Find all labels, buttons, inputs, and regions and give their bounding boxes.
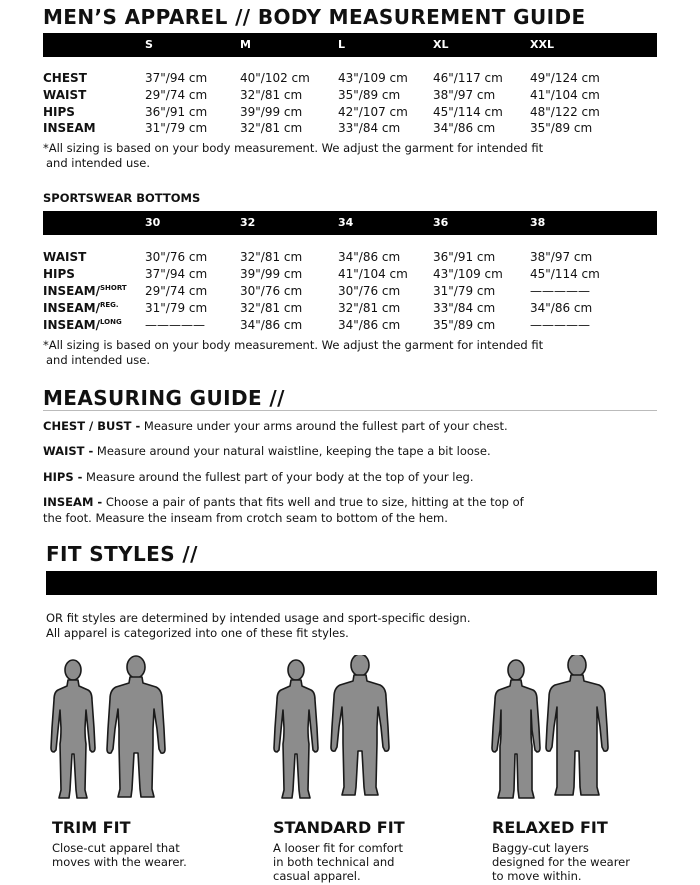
table-cell: 45"/114 cm — [530, 267, 600, 281]
sizing-note-line: *All sizing is based on your body measurement. We adjust the garment for intended fit — [43, 338, 544, 352]
table-cell: 32"/81 cm — [240, 250, 303, 264]
page-title: MEN’S APPAREL // BODY MEASUREMENT GUIDE — [43, 5, 586, 29]
table-cell: 30"/76 cm — [338, 284, 401, 298]
table-cell: 43"/109 cm — [338, 71, 408, 85]
table-cell: 39"/99 cm — [240, 105, 303, 119]
table-cell: 33"/84 cm — [338, 121, 401, 135]
size-label: 38 — [530, 216, 546, 229]
fit-desc-line: casual apparel. — [273, 869, 361, 883]
table-cell: ————— — [530, 284, 590, 298]
fit-desc-line: in both technical and — [273, 855, 395, 869]
table-cell: 39"/99 cm — [240, 267, 303, 281]
section-heading: SPORTSWEAR BOTTOMS — [43, 191, 201, 205]
sizing-note-line: *All sizing is based on your body measurement. We adjust the garment for intended fit — [43, 141, 544, 155]
row-label-text: INSEAM/ — [43, 318, 100, 332]
guide-label: HIPS - — [43, 470, 83, 484]
row-label: HIPS — [43, 105, 75, 119]
sizing-note — [43, 338, 543, 368]
guide-hips — [43, 469, 473, 485]
fit-desc-line: to move within. — [492, 869, 582, 883]
table-cell: 43"/109 cm — [433, 267, 503, 281]
table-cell: 48"/122 cm — [530, 105, 600, 119]
relaxed-male-figure — [546, 655, 608, 795]
table-cell: 38"/97 cm — [530, 250, 593, 264]
table-cell: 34"/86 cm — [338, 318, 401, 332]
size-label: L — [338, 38, 346, 51]
bottoms-size-header-bar — [43, 211, 657, 235]
section-heading: MEASURING GUIDE // — [43, 386, 285, 410]
fit-style-standard — [273, 818, 405, 883]
fit-intro — [46, 611, 471, 641]
table-cell: 34"/86 cm — [338, 250, 401, 264]
table-cell: 34"/86 cm — [530, 301, 593, 315]
table-cell: 32"/81 cm — [240, 88, 303, 102]
table-cell: 33"/84 cm — [433, 301, 496, 315]
table-cell: 35"/89 cm — [530, 121, 593, 135]
guide-label: WAIST - — [43, 444, 94, 458]
table-cell: 30"/76 cm — [145, 250, 208, 264]
trim-female-figure — [51, 660, 95, 798]
table-cell: 32"/81 cm — [240, 301, 303, 315]
table-cell: 49"/124 cm — [530, 71, 600, 85]
guide-waist — [43, 443, 491, 459]
fit-title: STANDARD FIT — [273, 818, 405, 837]
fit-desc-line: moves with the wearer. — [52, 855, 187, 869]
standard-male-figure — [331, 655, 389, 795]
row-label — [43, 284, 127, 298]
guide-label: INSEAM - — [43, 495, 103, 509]
table-cell: 36"/91 cm — [145, 105, 208, 119]
table-cell: 41"/104 cm — [530, 88, 600, 102]
fit-intro-line: All apparel is categorized into one of these fit styles. — [46, 626, 349, 640]
table-cell: 36"/91 cm — [433, 250, 496, 264]
fit-header-bar — [46, 571, 657, 595]
guide-label: CHEST / BUST - — [43, 419, 141, 433]
guide-text: Measure around the fullest part of your body at the top of your leg. — [82, 470, 474, 484]
fit-title: RELAXED FIT — [492, 818, 608, 837]
fit-desc-line: Close-cut apparel that — [52, 841, 180, 855]
size-label: XXL — [530, 38, 554, 51]
apparel-size-header-bar — [43, 33, 657, 57]
table-cell: 42"/107 cm — [338, 105, 408, 119]
row-label: CHEST — [43, 71, 87, 85]
fit-intro-line: OR fit styles are determined by intended usage and sport-specific design. — [46, 611, 471, 625]
guide-chest — [43, 418, 508, 434]
row-label — [43, 318, 122, 332]
table-cell: 32"/81 cm — [240, 121, 303, 135]
table-cell: 38"/97 cm — [433, 88, 496, 102]
sizing-note — [43, 141, 543, 171]
fit-desc-line: designed for the wearer — [492, 855, 630, 869]
fit-figures — [40, 655, 680, 805]
table-cell: 34"/86 cm — [433, 121, 496, 135]
fit-style-relaxed — [492, 818, 630, 883]
sizing-note-line: and intended use. — [46, 156, 150, 170]
fit-style-trim — [52, 818, 187, 869]
row-label-text: INSEAM/ — [43, 301, 100, 315]
guide-text: the foot. Measure the inseam from crotch seam to bottom of the hem. — [43, 511, 448, 525]
table-cell: 31"/79 cm — [145, 121, 208, 135]
table-cell: 37"/94 cm — [145, 267, 208, 281]
fit-desc-line: A looser fit for comfort — [273, 841, 403, 855]
row-label-text: INSEAM/ — [43, 284, 100, 298]
guide-text: Choose a pair of pants that fits well and true to size, hitting at the top of — [102, 495, 524, 509]
row-label — [43, 301, 119, 315]
size-label: M — [240, 38, 251, 51]
table-cell: 40"/102 cm — [240, 71, 310, 85]
row-label: INSEAM — [43, 121, 96, 135]
row-label: WAIST — [43, 88, 87, 102]
table-cell: 34"/86 cm — [240, 318, 303, 332]
row-label-suffix: LONG — [99, 318, 122, 326]
fit-desc-line: Baggy-cut layers — [492, 841, 589, 855]
table-cell: 31"/79 cm — [145, 301, 208, 315]
table-cell: 41"/104 cm — [338, 267, 408, 281]
divider — [43, 410, 657, 411]
guide-inseam — [43, 494, 524, 526]
standard-female-figure — [274, 660, 318, 798]
size-label: 32 — [240, 216, 256, 229]
table-cell: 31"/79 cm — [433, 284, 496, 298]
size-label: 30 — [145, 216, 161, 229]
table-cell: ————— — [530, 318, 590, 332]
sizing-note-line: and intended use. — [46, 353, 150, 367]
guide-text: Measure under your arms around the fullest part of your chest. — [140, 419, 508, 433]
trim-male-figure — [107, 656, 165, 797]
table-cell: 30"/76 cm — [240, 284, 303, 298]
row-label-suffix: REG. — [99, 301, 119, 309]
fit-title: TRIM FIT — [52, 818, 131, 837]
size-label: 36 — [433, 216, 449, 229]
size-label: 34 — [338, 216, 354, 229]
section-heading: FIT STYLES // — [46, 542, 198, 566]
size-label: XL — [433, 38, 449, 51]
table-cell: 32"/81 cm — [338, 301, 401, 315]
row-label-suffix: SHORT — [99, 284, 127, 292]
row-label: HIPS — [43, 267, 75, 281]
table-cell: 37"/94 cm — [145, 71, 208, 85]
table-cell: 35"/89 cm — [433, 318, 496, 332]
table-cell: ————— — [145, 318, 205, 332]
table-cell: 46"/117 cm — [433, 71, 503, 85]
relaxed-female-figure — [492, 660, 540, 798]
table-cell: 45"/114 cm — [433, 105, 503, 119]
table-cell: 29"/74 cm — [145, 284, 208, 298]
table-cell: 35"/89 cm — [338, 88, 401, 102]
table-cell: 29"/74 cm — [145, 88, 208, 102]
guide-text: Measure around your natural waistline, keeping the tape a bit loose. — [93, 444, 491, 458]
size-label: S — [145, 38, 153, 51]
row-label: WAIST — [43, 250, 87, 264]
